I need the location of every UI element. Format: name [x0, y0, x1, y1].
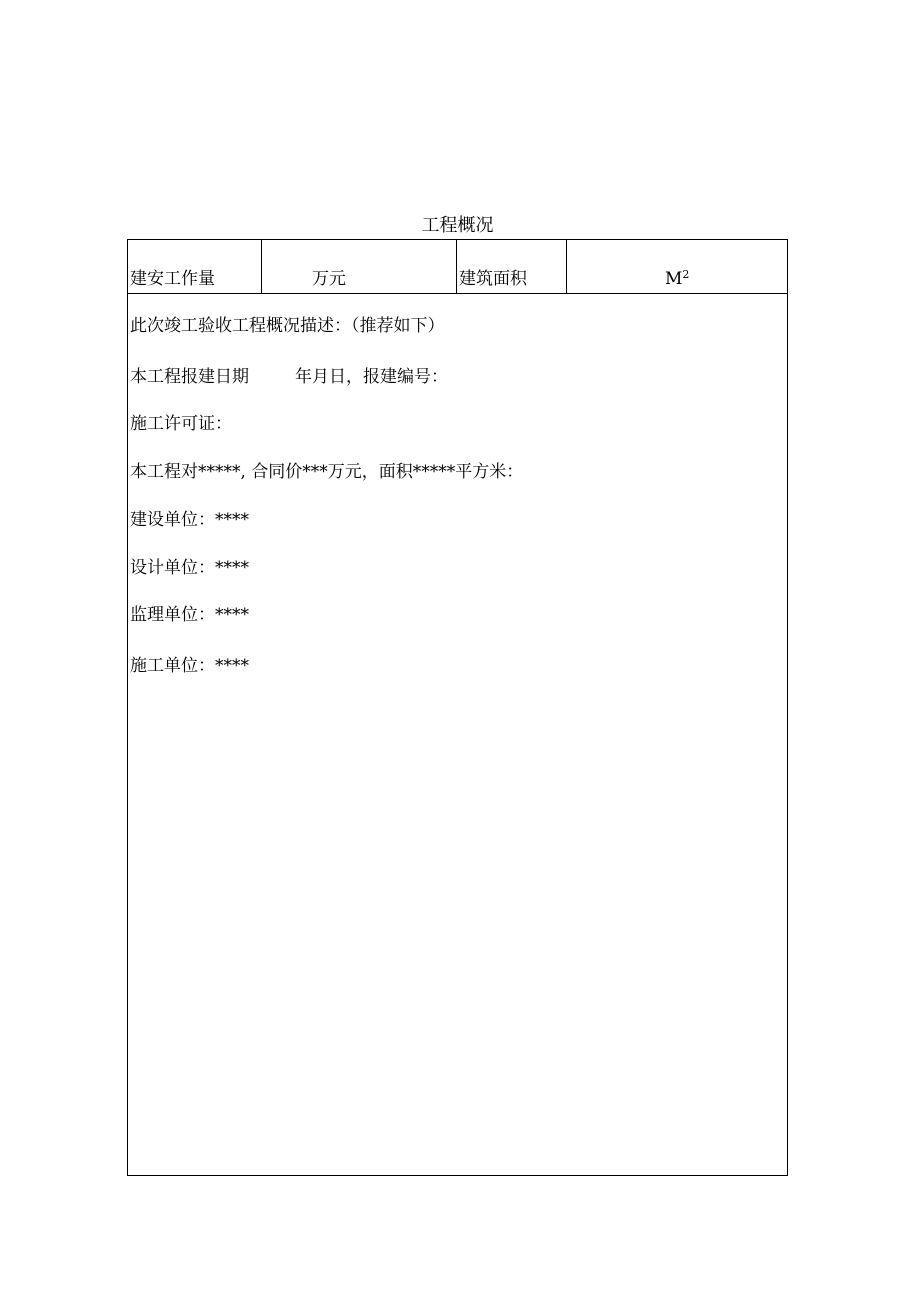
page-title: 工程概况 — [421, 215, 494, 236]
description-intro: 此次竣工验收工程概况描述：（推荐如下） — [130, 316, 445, 336]
design-unit: 设计单位：**** — [130, 558, 249, 578]
area-label-cell — [457, 240, 567, 293]
workload-label-cell — [128, 240, 262, 293]
area-value-cell — [567, 240, 787, 293]
project-overview-form — [127, 239, 788, 1176]
report-date-label: 本工程报建日期 — [130, 367, 249, 387]
area-unit-superscript: 2 — [682, 268, 690, 281]
workload-label: 建安工作量 — [130, 269, 215, 289]
supervision-unit: 监理单位：**** — [130, 605, 249, 625]
workload-value-cell — [262, 240, 457, 293]
project-summary: 本工程对*****, 合同价***万元，面积*****平方米： — [130, 462, 524, 482]
area-label: 建筑面积 — [459, 269, 527, 289]
builder-unit: 建设单位：**** — [130, 510, 249, 530]
report-date-rest: 年月日，报建编号： — [295, 367, 448, 387]
area-unit — [665, 263, 689, 291]
form-header-row — [128, 240, 787, 294]
area-unit-base: M — [665, 269, 683, 289]
workload-unit: 万元 — [312, 269, 346, 289]
report-date-line — [130, 365, 448, 389]
construction-unit: 施工单位：**** — [130, 656, 249, 676]
construction-permit: 施工许可证： — [130, 414, 232, 434]
